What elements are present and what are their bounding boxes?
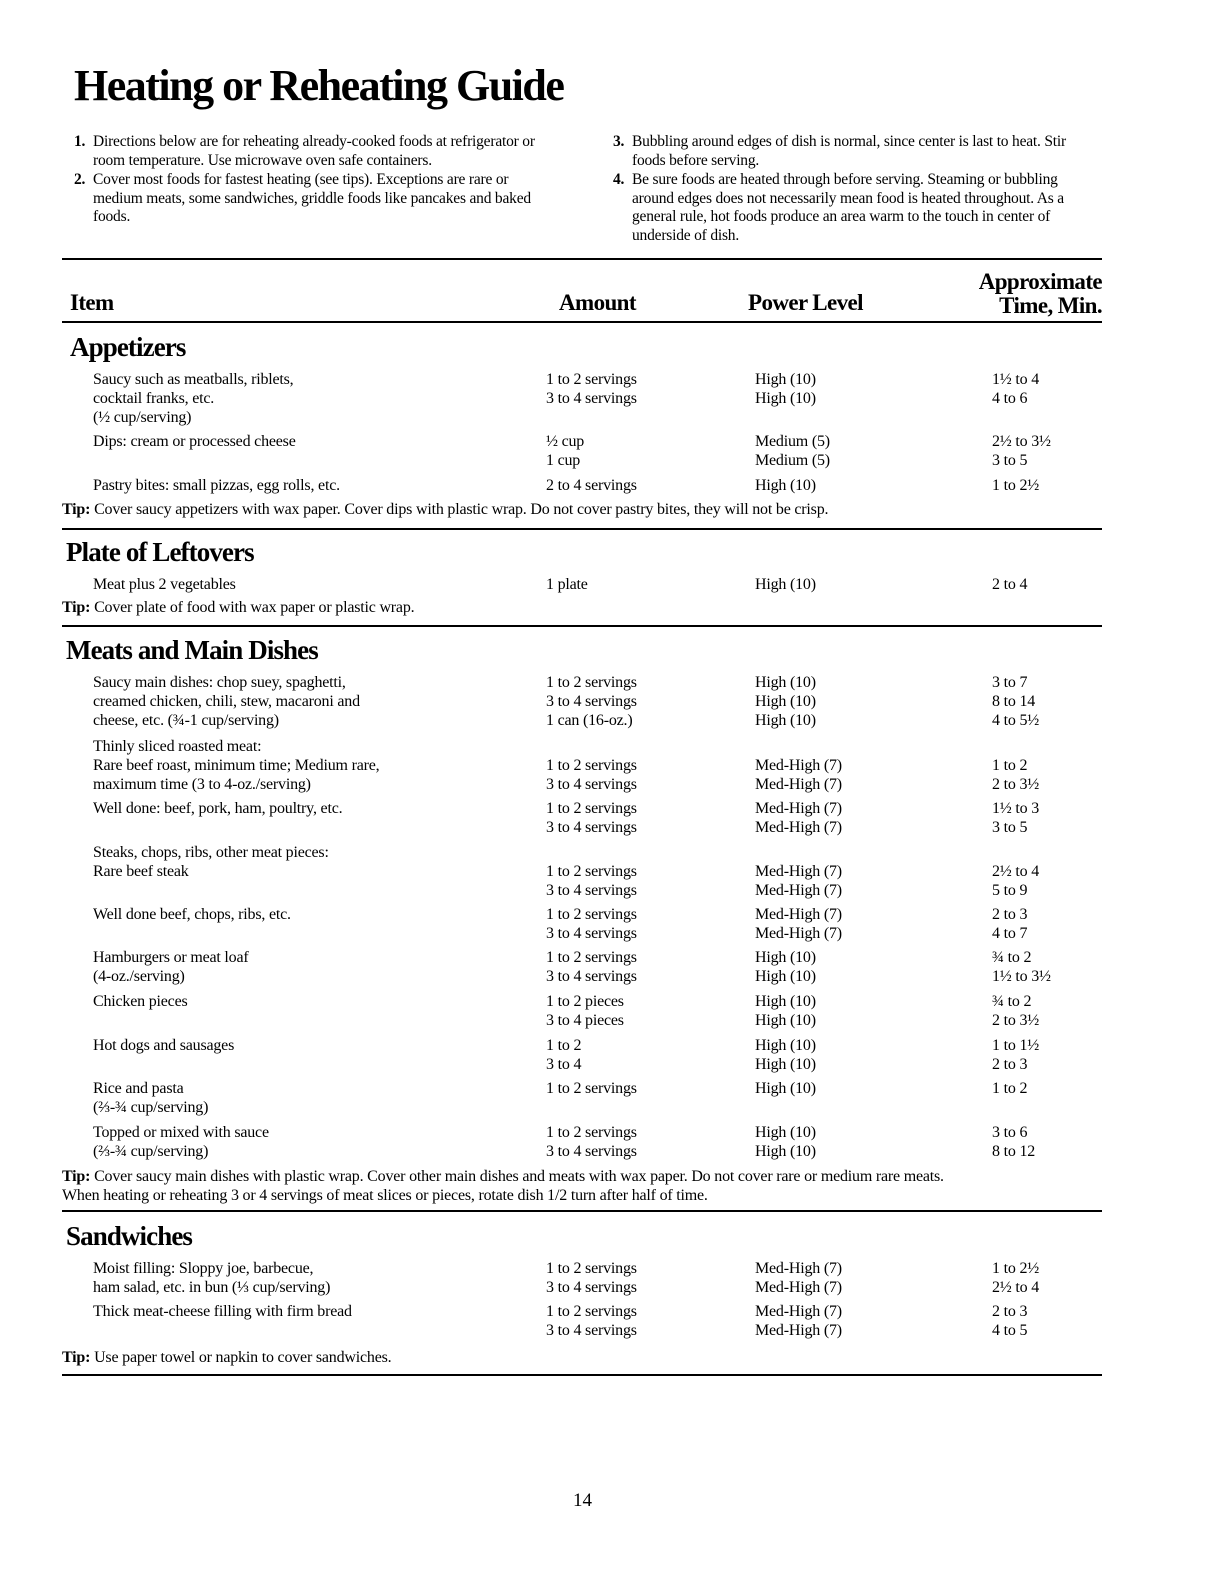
item-cell-line: Hamburgers or meat loaf bbox=[93, 949, 249, 966]
amount-cell bbox=[546, 1302, 726, 1340]
amount-cell-line: 1 to 2 servings bbox=[546, 1303, 637, 1320]
amount-cell-line: 3 to 4 servings bbox=[546, 1279, 637, 1296]
divider bbox=[62, 258, 1102, 260]
power-level-cell-line: Med-High (7) bbox=[755, 1260, 842, 1277]
power-level-cell-line: Med-High (7) bbox=[755, 863, 842, 880]
item-cell bbox=[93, 673, 533, 730]
tip-line bbox=[62, 1167, 1102, 1186]
divider bbox=[62, 321, 1102, 323]
column-header-time-line: Time, Min. bbox=[999, 293, 1102, 318]
power-level-cell-line: High (10) bbox=[755, 993, 816, 1010]
power-level-cell-line: High (10) bbox=[755, 968, 816, 985]
time-cell bbox=[992, 673, 1092, 730]
time-cell bbox=[992, 575, 1092, 594]
column-header-time-line: Approximate bbox=[978, 269, 1102, 294]
item-cell-line: Thick meat-cheese filling with firm bread bbox=[93, 1303, 352, 1320]
amount-cell-line: ½ cup bbox=[546, 433, 585, 450]
amount-cell-line: 2 to 4 servings bbox=[546, 477, 637, 494]
intro-item bbox=[74, 133, 554, 170]
power-level-cell-line: High (10) bbox=[755, 1056, 816, 1073]
item-cell-line: maximum time (3 to 4-oz./serving) bbox=[93, 776, 311, 793]
amount-cell-line: 3 to 4 servings bbox=[546, 968, 637, 985]
tip-meats bbox=[62, 1167, 1102, 1205]
time-cell-line: ¾ to 2 bbox=[992, 949, 1032, 966]
amount-cell-line: 1 to 2 servings bbox=[546, 800, 637, 817]
intro-item bbox=[613, 133, 1093, 170]
time-cell bbox=[992, 1259, 1092, 1297]
time-cell bbox=[992, 905, 1092, 943]
item-cell bbox=[93, 575, 533, 594]
item-cell-line: Well done: beef, pork, ham, poultry, etc. bbox=[93, 800, 343, 817]
power-level-cell bbox=[755, 575, 935, 594]
time-cell-line: 2½ to 4 bbox=[992, 1279, 1040, 1296]
item-cell bbox=[93, 370, 533, 427]
divider bbox=[62, 1374, 1102, 1376]
section-title-leftovers: Plate of Leftovers bbox=[66, 537, 254, 567]
tip-line bbox=[62, 1348, 1102, 1367]
item-cell bbox=[93, 862, 533, 881]
amount-cell bbox=[546, 673, 726, 730]
item-cell-line: Steaks, chops, ribs, other meat pieces: bbox=[93, 844, 329, 861]
power-level-cell bbox=[755, 1079, 935, 1098]
amount-cell bbox=[546, 1259, 726, 1297]
amount-cell-line: 3 to 4 servings bbox=[546, 1322, 637, 1339]
item-cell-line: Thinly sliced roasted meat: bbox=[93, 738, 262, 755]
power-level-cell bbox=[755, 756, 935, 794]
time-cell-line: 4 to 5½ bbox=[992, 712, 1040, 729]
tip-line bbox=[62, 1186, 1102, 1205]
power-level-cell bbox=[755, 673, 935, 730]
section-title-meats: Meats and Main Dishes bbox=[66, 635, 318, 665]
power-level-cell-line: High (10) bbox=[755, 1012, 816, 1029]
power-level-cell-line: High (10) bbox=[755, 693, 816, 710]
time-cell bbox=[992, 1079, 1092, 1098]
divider bbox=[62, 625, 1102, 627]
power-level-cell bbox=[755, 948, 935, 986]
amount-cell-line: 3 to 4 servings bbox=[546, 693, 637, 710]
item-cell-line: (⅔-¾ cup/serving) bbox=[93, 1099, 209, 1116]
amount-cell-line: 1 to 2 servings bbox=[546, 1260, 637, 1277]
amount-cell-line: 3 to 4 servings bbox=[546, 1143, 637, 1160]
intro-number: 1. bbox=[74, 133, 86, 150]
power-level-cell-line: Med-High (7) bbox=[755, 906, 842, 923]
intro-item bbox=[613, 171, 1093, 245]
tip-text: Cover plate of food with wax paper or plastic wrap. bbox=[90, 599, 415, 616]
item-cell-line: (½ cup/serving) bbox=[93, 409, 192, 426]
time-cell-line: 8 to 12 bbox=[992, 1143, 1036, 1160]
intro-number: 3. bbox=[613, 133, 625, 150]
power-level-cell-line: Med-High (7) bbox=[755, 1279, 842, 1296]
time-cell-line: 8 to 14 bbox=[992, 693, 1036, 710]
tip-appetizers bbox=[62, 500, 1102, 519]
divider bbox=[62, 528, 1102, 530]
time-cell-line: 2 to 3 bbox=[992, 1303, 1028, 1320]
amount-cell-line: 1 cup bbox=[546, 452, 581, 469]
amount-cell-line: 1 to 2 servings bbox=[546, 1080, 637, 1097]
page-title: Heating or Reheating Guide bbox=[74, 61, 564, 110]
item-cell bbox=[93, 1302, 533, 1321]
power-level-cell-line: High (10) bbox=[755, 674, 816, 691]
power-level-cell-line: Medium (5) bbox=[755, 433, 830, 450]
tip-label: Tip: bbox=[62, 1168, 91, 1185]
power-level-cell-line: Med-High (7) bbox=[755, 776, 842, 793]
time-cell-line: 2 to 3 bbox=[992, 1056, 1028, 1073]
time-cell bbox=[992, 1123, 1092, 1161]
item-cell-line: Hot dogs and sausages bbox=[93, 1037, 235, 1054]
item-cell-line: (⅔-¾ cup/serving) bbox=[93, 1143, 209, 1160]
power-level-cell-line: High (10) bbox=[755, 1143, 816, 1160]
power-level-cell-line: Med-High (7) bbox=[755, 757, 842, 774]
amount-cell-line: 1 plate bbox=[546, 576, 588, 593]
amount-cell-line: 3 to 4 servings bbox=[546, 882, 637, 899]
item-cell-line: Rare beef steak bbox=[93, 863, 189, 880]
item-cell-line: Rare beef roast, minimum time; Medium rare, bbox=[93, 757, 380, 774]
time-cell-line: 2 to 3½ bbox=[992, 776, 1040, 793]
tip-line bbox=[62, 500, 1102, 519]
amount-cell bbox=[546, 992, 726, 1030]
power-level-cell-line: High (10) bbox=[755, 390, 816, 407]
item-cell-line: ham salad, etc. in bun (⅓ cup/serving) bbox=[93, 1279, 331, 1296]
power-level-cell-line: Med-High (7) bbox=[755, 819, 842, 836]
amount-cell-line: 3 to 4 bbox=[546, 1056, 582, 1073]
time-cell-line: 1 to 2½ bbox=[992, 1260, 1040, 1277]
time-cell-line: 1½ to 4 bbox=[992, 371, 1040, 388]
power-level-cell bbox=[755, 370, 935, 408]
time-cell-line: 3 to 7 bbox=[992, 674, 1028, 691]
power-level-cell bbox=[755, 905, 935, 943]
time-cell bbox=[992, 948, 1092, 986]
power-level-cell-line: Med-High (7) bbox=[755, 925, 842, 942]
item-cell bbox=[93, 432, 533, 451]
amount-cell bbox=[546, 905, 726, 943]
intro-list-left bbox=[74, 133, 554, 228]
time-cell-line: 2½ to 3½ bbox=[992, 433, 1051, 450]
power-level-cell bbox=[755, 799, 935, 837]
intro-text: Directions below are for reheating already-cooked foods at refrigerator or room temperature. Use microwave oven safe containers. bbox=[93, 133, 535, 169]
time-cell bbox=[992, 432, 1092, 470]
item-cell-line: cocktail franks, etc. bbox=[93, 390, 215, 407]
power-level-cell bbox=[755, 992, 935, 1030]
amount-cell-line: 1 to 2 servings bbox=[546, 863, 637, 880]
amount-cell bbox=[546, 1123, 726, 1161]
amount-cell bbox=[546, 1036, 726, 1074]
item-cell-line: Rice and pasta bbox=[93, 1080, 184, 1097]
time-cell-line: 3 to 5 bbox=[992, 819, 1028, 836]
power-level-cell-line: Med-High (7) bbox=[755, 800, 842, 817]
time-cell-line: 1 to 2 bbox=[992, 757, 1028, 774]
item-cell bbox=[93, 1259, 533, 1297]
tip-text: Cover saucy main dishes with plastic wrap. Cover other main dishes and meats with wax paper. Do not cover rare or medium rare meats. bbox=[90, 1168, 944, 1185]
time-cell-line: 4 to 7 bbox=[992, 925, 1028, 942]
item-cell bbox=[93, 756, 533, 794]
intro-number: 2. bbox=[74, 171, 86, 188]
time-cell-line: 3 to 5 bbox=[992, 452, 1028, 469]
amount-cell-line: 3 to 4 servings bbox=[546, 390, 637, 407]
intro-item bbox=[74, 171, 554, 227]
power-level-cell-line: High (10) bbox=[755, 1124, 816, 1141]
page-number: 14 bbox=[573, 1490, 592, 1511]
amount-cell-line: 1 to 2 servings bbox=[546, 949, 637, 966]
power-level-cell bbox=[755, 1259, 935, 1297]
tip-label: Tip: bbox=[62, 501, 91, 518]
intro-number: 4. bbox=[613, 171, 625, 188]
intro-text: Be sure foods are heated through before serving. Steaming or bubbling around edges does not necessarily mean food is heated throughout. As a general rule, hot foods produce an area warm to the touch in center of underside of dish. bbox=[632, 171, 1064, 244]
power-level-cell bbox=[755, 1302, 935, 1340]
item-cell bbox=[93, 843, 533, 862]
item-cell-line: Dips: cream or processed cheese bbox=[93, 433, 296, 450]
intro-text: Cover most foods for fastest heating (see tips). Exceptions are rare or medium meats, some sandwiches, griddle foods like pancakes and baked foods. bbox=[93, 171, 531, 225]
amount-cell-line: 1 to 2 servings bbox=[546, 674, 637, 691]
time-cell-line: 1 to 2 bbox=[992, 1080, 1028, 1097]
time-cell-line: 4 to 5 bbox=[992, 1322, 1028, 1339]
time-cell bbox=[992, 799, 1092, 837]
time-cell-line: 1½ to 3½ bbox=[992, 968, 1051, 985]
tip-text: Use paper towel or napkin to cover sandwiches. bbox=[90, 1349, 392, 1366]
power-level-cell bbox=[755, 1036, 935, 1074]
time-cell-line: 1 to 2½ bbox=[992, 477, 1040, 494]
amount-cell bbox=[546, 1079, 726, 1098]
item-cell-line: creamed chicken, chili, stew, macaroni and bbox=[93, 693, 360, 710]
power-level-cell bbox=[755, 476, 935, 495]
time-cell bbox=[992, 1036, 1092, 1074]
amount-cell bbox=[546, 799, 726, 837]
time-cell bbox=[992, 1302, 1092, 1340]
item-cell bbox=[93, 948, 533, 986]
power-level-cell bbox=[755, 862, 935, 900]
power-level-cell-line: High (10) bbox=[755, 477, 816, 494]
amount-cell bbox=[546, 756, 726, 794]
time-cell bbox=[992, 992, 1092, 1030]
power-level-cell-line: High (10) bbox=[755, 1037, 816, 1054]
divider bbox=[62, 1210, 1102, 1212]
amount-cell-line: 1 to 2 servings bbox=[546, 371, 637, 388]
time-cell-line: 5 to 9 bbox=[992, 882, 1028, 899]
time-cell bbox=[992, 370, 1092, 408]
tip-line bbox=[62, 598, 1102, 617]
time-cell-line: 2 to 3 bbox=[992, 906, 1028, 923]
amount-cell-line: 1 to 2 servings bbox=[546, 906, 637, 923]
item-cell bbox=[93, 476, 533, 495]
time-cell-line: 3 to 6 bbox=[992, 1124, 1028, 1141]
amount-cell-line: 3 to 4 pieces bbox=[546, 1012, 624, 1029]
amount-cell-line: 3 to 4 servings bbox=[546, 925, 637, 942]
item-cell-line: Well done beef, chops, ribs, etc. bbox=[93, 906, 291, 923]
tip-label: Tip: bbox=[62, 1349, 91, 1366]
tip-leftovers bbox=[62, 598, 1102, 617]
power-level-cell bbox=[755, 1123, 935, 1161]
item-cell-line: Pastry bites: small pizzas, egg rolls, etc. bbox=[93, 477, 340, 494]
item-cell bbox=[93, 905, 533, 924]
column-header-item: Item bbox=[70, 290, 114, 315]
time-cell-line: 2 to 3½ bbox=[992, 1012, 1040, 1029]
item-cell-line: cheese, etc. (¾-1 cup/serving) bbox=[93, 712, 279, 729]
item-cell-line: Topped or mixed with sauce bbox=[93, 1124, 269, 1141]
column-header-amount: Amount bbox=[559, 290, 636, 315]
time-cell bbox=[992, 476, 1092, 495]
column-header-time bbox=[979, 270, 1102, 318]
amount-cell-line: 1 to 2 servings bbox=[546, 1124, 637, 1141]
item-cell-line: Meat plus 2 vegetables bbox=[93, 576, 236, 593]
tip-text: Cover saucy appetizers with wax paper. Cover dips with plastic wrap. Do not cover pastry bites, they will not be crisp. bbox=[90, 501, 829, 518]
section-title-appetizers: Appetizers bbox=[70, 332, 186, 362]
amount-cell bbox=[546, 575, 726, 594]
power-level-cell-line: Med-High (7) bbox=[755, 1303, 842, 1320]
item-cell-line: Moist filling: Sloppy joe, barbecue, bbox=[93, 1260, 314, 1277]
item-cell bbox=[93, 1123, 533, 1161]
time-cell-line: 4 to 6 bbox=[992, 390, 1028, 407]
section-title-sandwiches: Sandwiches bbox=[66, 1221, 193, 1251]
power-level-cell-line: Med-High (7) bbox=[755, 1322, 842, 1339]
power-level-cell bbox=[755, 432, 935, 470]
time-cell-line: 1½ to 3 bbox=[992, 800, 1040, 817]
time-cell bbox=[992, 756, 1092, 794]
power-level-cell-line: Med-High (7) bbox=[755, 882, 842, 899]
power-level-cell-line: High (10) bbox=[755, 712, 816, 729]
power-level-cell-line: High (10) bbox=[755, 371, 816, 388]
amount-cell-line: 1 to 2 servings bbox=[546, 757, 637, 774]
time-cell-line: 2½ to 4 bbox=[992, 863, 1040, 880]
item-cell-line: Chicken pieces bbox=[93, 993, 188, 1010]
item-cell bbox=[93, 1036, 533, 1055]
power-level-cell-line: High (10) bbox=[755, 1080, 816, 1097]
time-cell-line: ¾ to 2 bbox=[992, 993, 1032, 1010]
item-cell bbox=[93, 799, 533, 818]
tip-sandwiches bbox=[62, 1348, 1102, 1367]
time-cell bbox=[992, 862, 1092, 900]
amount-cell bbox=[546, 476, 726, 495]
item-cell bbox=[93, 737, 533, 756]
tip-label: Tip: bbox=[62, 599, 91, 616]
amount-cell-line: 1 to 2 pieces bbox=[546, 993, 624, 1010]
item-cell-line: Saucy such as meatballs, riblets, bbox=[93, 371, 294, 388]
amount-cell bbox=[546, 948, 726, 986]
amount-cell-line: 1 can (16-oz.) bbox=[546, 712, 633, 729]
time-cell-line: 2 to 4 bbox=[992, 576, 1028, 593]
item-cell bbox=[93, 992, 533, 1011]
amount-cell-line: 1 to 2 bbox=[546, 1037, 582, 1054]
amount-cell-line: 3 to 4 servings bbox=[546, 819, 637, 836]
item-cell-line: (4-oz./serving) bbox=[93, 968, 185, 985]
intro-text: Bubbling around edges of dish is normal, since center is last to heat. Stir foods before serving. bbox=[632, 133, 1066, 169]
power-level-cell-line: High (10) bbox=[755, 576, 816, 593]
column-header-power-level: Power Level bbox=[748, 290, 863, 315]
amount-cell bbox=[546, 370, 726, 408]
power-level-cell-line: High (10) bbox=[755, 949, 816, 966]
item-cell-line: Saucy main dishes: chop suey, spaghetti, bbox=[93, 674, 346, 691]
time-cell-line: 1 to 1½ bbox=[992, 1037, 1040, 1054]
amount-cell bbox=[546, 432, 726, 470]
power-level-cell-line: Medium (5) bbox=[755, 452, 830, 469]
item-cell bbox=[93, 1079, 533, 1117]
intro-list-right bbox=[613, 133, 1093, 246]
tip-text: When heating or reheating 3 or 4 servings of meat slices or pieces, rotate dish 1/2 turn after half of time. bbox=[62, 1187, 708, 1204]
amount-cell-line: 3 to 4 servings bbox=[546, 776, 637, 793]
amount-cell bbox=[546, 862, 726, 900]
